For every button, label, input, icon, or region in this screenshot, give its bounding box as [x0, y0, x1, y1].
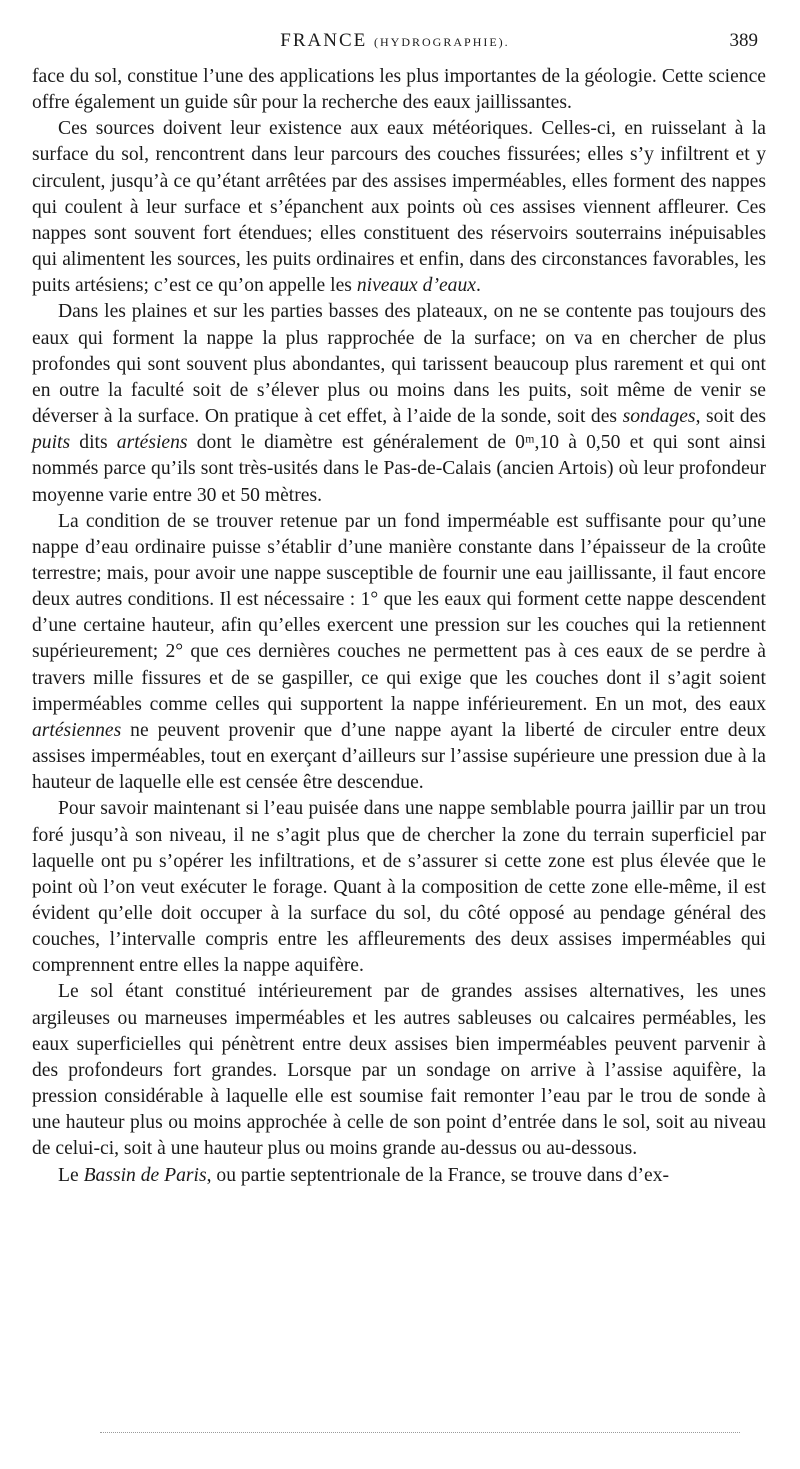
- running-title-main: FRANCE: [280, 30, 368, 51]
- text-run: La condition de se trouver retenue par un fond imperméable est suffisante pour qu’une nappe d’eau ordinaire puisse s’établir d’une manière constante dans l’épaisseur de la croûte terrestre; mais, pour avoir une nappe susceptible de fournir une eau jaillissante, il faut encore deux autres conditions. Il est nécessaire : 1° que les eaux qui forment cette nappe descendent d’une certaine hauteur, afin qu’elles exercent une pression sur les couches qui la retiennent supérieurement; 2° que ces dernières couches ne permettent pas à ces eaux de se perdre à travers mille fissures et de se gaspiller, ce qui exige que les couches dont il s’agit soient imperméables comme celles qui supportent la nappe inférieurement. En un mot, des eaux: [32, 510, 766, 715]
- paragraph: [32, 509, 766, 797]
- text-run: dont le diamètre est généralement de 0ᵐ,10 à 0,50 et qui sont ainsi nommés parce qu’ils sont très-usités dans le Pas-de-Calais (ancien Artois) où leur profondeur moyenne varie entre 30 et 50 mètres.: [32, 432, 766, 506]
- italic-text: artésiens: [116, 432, 188, 454]
- page-number: 389: [729, 30, 758, 51]
- text-run: dits: [70, 432, 117, 454]
- paragraph: [32, 979, 766, 1162]
- text-run: Ces sources doivent leur existence aux eaux météoriques. Celles-ci, en ruisselant à la surface du sol, rencontrent dans leur parcours des couches fissurées; elles s’y infiltrent et y circulent, jusqu’à ce qu’étant arrêtées par des assises imperméables, elles forment des nappes qui coulent à leur surface et s’épanchent aux points où ces assises viennent affleurer. Ces nappes sont souvent fort étendues; elles constituent des réservoirs souterrains inépuisables qui alimentent les sources, les puits ordinaires et enfin, dans des circonstances favorables, les puits artésiens; c’est ce qu’on appelle les: [32, 118, 766, 297]
- text-run: ne peuvent provenir que d’une nappe ayant la liberté de circuler entre deux assises imperméables, tout en exerçant d’ailleurs sur l’assise supérieure une pression due à la hauteur de laquelle elle est censée être descendue.: [32, 719, 766, 794]
- footer-dotted-rule: [100, 1432, 740, 1433]
- italic-text: niveaux d’eaux: [356, 275, 476, 297]
- text-run: face du sol, constitue l’une des applications les plus importantes de la géologie. Cette science offre également un guide sûr pour la recherche des eaux jaillissantes.: [32, 66, 766, 114]
- italic-text: sondages: [622, 406, 696, 428]
- italic-text: Bassin de Paris: [83, 1164, 207, 1186]
- text-run: .: [475, 275, 481, 297]
- running-title: [32, 30, 758, 52]
- text-run: , soit des: [695, 406, 766, 428]
- italic-text: artésiennes: [32, 719, 122, 741]
- text-run: Dans les plaines et sur les parties basses des plateaux, on ne se contente pas toujours des eaux qui forment la nappe la plus rapprochée de la surface; on va en chercher de plus profondes qui sont souvent plus abondantes, qui tarissent beaucoup plus rarement et qui ont en outre la faculté soit de s’élever plus ou moins dans les puits, soit même de venir se déverser à la surface. On pratique à cet effet, à l’aide de la sonde, soit des: [32, 301, 766, 428]
- text-run: , ou partie septentrionale de la France, se trouve dans d’ex-: [206, 1164, 670, 1186]
- running-title-subtitle: (HYDROGRAPHIE).: [374, 35, 510, 49]
- paragraph: [32, 64, 766, 116]
- page-header: [32, 30, 758, 56]
- paragraph: [32, 299, 766, 508]
- text-run: Pour savoir maintenant si l’eau puisée dans une nappe semblable pourra jaillir par un trou foré jusqu’à son niveau, il ne s’agit plus que de chercher la zone du terrain superficiel par laquelle ont pu s’opérer les infiltrations, et de s’assurer si cette zone est plus élevée que le point où l’on veut exécuter le forage. Quant à la composition de cette zone elle-même, il est évident qu’elle doit occuper à la surface du sol, du côté opposé au pendage général des couches, l’intervalle compris entre les affleurements des deux assises imperméables qui comprennent entre elles la nappe aquifère.: [32, 798, 766, 977]
- text-run: Le sol étant constitué intérieurement par de grandes assises alternatives, les unes argileuses ou marneuses imperméables et les autres sableuses ou calcaires perméables, les eaux superficielles qui pénètrent entre deux assises bien imperméables peuvent parvenir à des profondeurs fort grandes. Lorsque par un sondage on arrive à l’assise aquifère, la pression considérable à laquelle elle est soumise fait remonter l’eau par le trou de sonde à une hauteur plus ou moins approchée à celle de son point d’entrée dans le sol, soit au niveau de celui-ci, soit à une hauteur plus ou moins grande au-dessus ou au-dessous.: [32, 981, 766, 1160]
- text-run: Le: [58, 1164, 84, 1186]
- paragraph: [32, 1163, 766, 1189]
- italic-text: puits: [32, 432, 71, 454]
- paragraph: [32, 116, 766, 299]
- body-text: [32, 64, 766, 1189]
- paragraph: [32, 796, 766, 979]
